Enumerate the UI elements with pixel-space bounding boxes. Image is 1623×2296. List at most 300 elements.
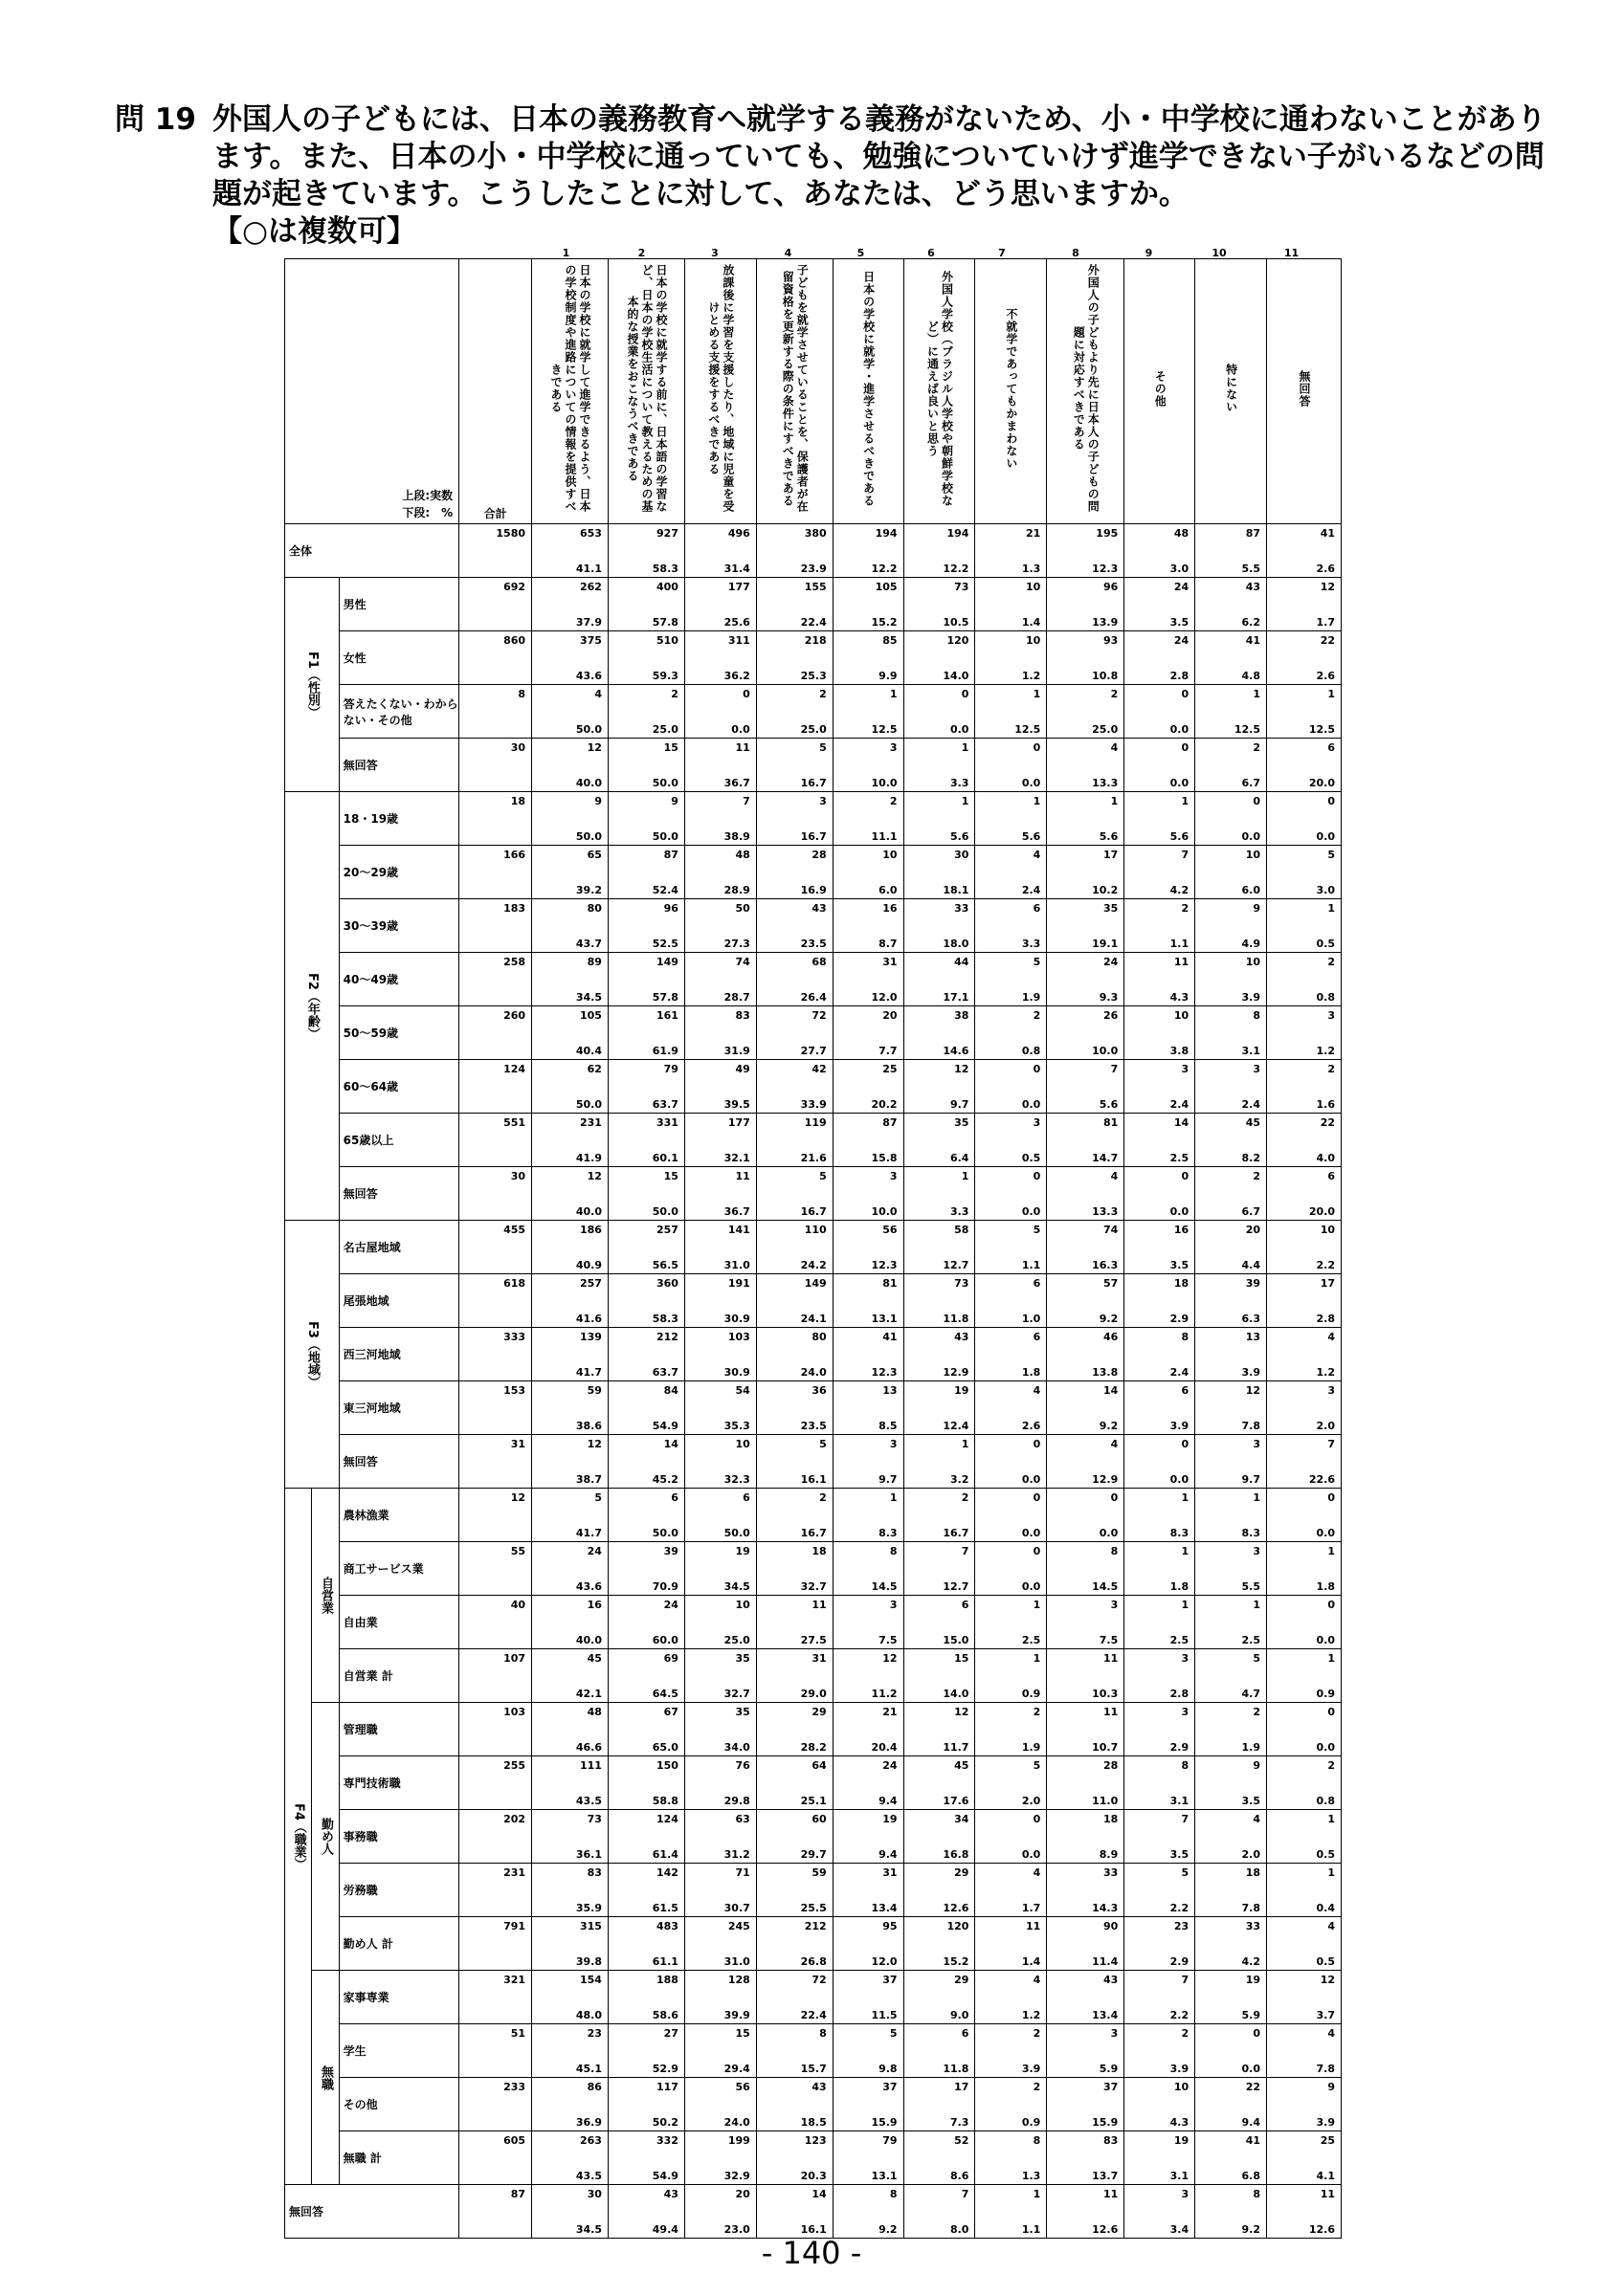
percent-cell: 3.4: [1124, 2212, 1195, 2239]
count-cell: 2: [1267, 1060, 1342, 1088]
count-cell: 177: [684, 1114, 756, 1141]
count-cell: 11: [684, 739, 756, 766]
count-cell: 10: [1124, 2078, 1195, 2106]
column-number: 4: [784, 247, 792, 259]
percent-cell: 1.1: [975, 1247, 1047, 1274]
percent-cell: 9.7: [833, 1462, 903, 1489]
count-cell: 12: [1267, 578, 1342, 606]
percent-cell: 12.7: [903, 1569, 975, 1596]
percent-cell: 32.7: [684, 1676, 756, 1703]
count-cell: 11: [1047, 2185, 1124, 2213]
count-cell: 5: [1124, 1864, 1195, 1891]
percent-cell: 4.2: [1124, 872, 1195, 899]
percent-cell: 50.0: [684, 1515, 756, 1542]
count-cell: 24: [608, 1596, 684, 1623]
row-total: 166: [459, 846, 532, 873]
column-number: 3: [711, 247, 719, 259]
row-label: その他: [339, 2078, 458, 2131]
column-header-text: 不就学であってもかまわない: [1004, 307, 1018, 470]
count-cell: 87: [1195, 524, 1267, 552]
column-header-text: その他: [1153, 369, 1167, 408]
count-cell: 54: [684, 1381, 756, 1409]
count-cell: 110: [756, 1221, 833, 1248]
percent-cell: 2.4: [1124, 1355, 1195, 1381]
percent-cell: 6.7: [1195, 1194, 1267, 1221]
percent-cell: 3.5: [1124, 605, 1195, 631]
percent-cell: 3.1: [1195, 1033, 1267, 1060]
percent-cell: 1.3: [975, 551, 1047, 578]
count-cell: 73: [903, 1274, 975, 1302]
row-label: 65歳以上: [339, 1114, 458, 1167]
percent-cell: 3.8: [1124, 1033, 1195, 1060]
percent-cell: 0.0: [1267, 819, 1342, 846]
percent-cell: 30.9: [684, 1355, 756, 1381]
percent-cell: 1.1: [975, 2212, 1047, 2239]
percent-cell: 6.2: [1195, 605, 1267, 631]
count-cell: 4: [1267, 1917, 1342, 1945]
count-cell: 20: [684, 2185, 756, 2213]
count-cell: 3: [1124, 2185, 1195, 2213]
count-cell: 15: [608, 739, 684, 766]
count-cell: 3: [1267, 1381, 1342, 1409]
percent-cell: 54.9: [608, 1408, 684, 1435]
percent-cell: 14.0: [903, 1676, 975, 1703]
count-cell: 3: [1124, 1060, 1195, 1088]
percent-cell: 4.2: [1195, 1944, 1267, 1971]
count-cell: 6: [975, 899, 1047, 927]
table-row: [285, 2185, 1342, 2213]
row-label: 40～49歳: [339, 953, 458, 1006]
percent-cell: 2.5: [1124, 1623, 1195, 1649]
row-total-percent: [459, 1515, 532, 1542]
count-cell: 1: [1124, 792, 1195, 820]
table-row: [285, 1810, 1342, 1838]
count-cell: 12: [903, 1703, 975, 1731]
count-cell: 1: [1047, 792, 1124, 820]
percent-cell: 32.7: [756, 1569, 833, 1596]
count-cell: 128: [684, 1971, 756, 1998]
percent-cell: 2.0: [1267, 1408, 1342, 1435]
count-cell: 212: [608, 1328, 684, 1356]
row-total-percent: [459, 1140, 532, 1167]
count-cell: 10: [975, 578, 1047, 606]
column-header-1: [532, 259, 609, 524]
group-label-text: F4（職業）: [291, 1802, 306, 1870]
row-total: 124: [459, 1060, 532, 1088]
percent-cell: 22.6: [1267, 1462, 1342, 1489]
count-cell: 4: [975, 1971, 1047, 1998]
percent-cell: 25.0: [608, 712, 684, 739]
percent-cell: 58.6: [608, 1998, 684, 2024]
count-cell: 16: [532, 1596, 609, 1623]
count-cell: 18: [1124, 1274, 1195, 1302]
percent-cell: 61.1: [608, 1944, 684, 1971]
count-cell: 1: [975, 2185, 1047, 2213]
percent-cell: 4.3: [1124, 2105, 1195, 2131]
table-row: [285, 792, 1342, 820]
corner-bottom-label: 下段: %: [402, 506, 454, 519]
percent-cell: 15.9: [833, 2105, 903, 2131]
percent-cell: 2.2: [1267, 1247, 1342, 1274]
row-label: 尾張地域: [339, 1274, 458, 1328]
percent-cell: 5.5: [1195, 1569, 1267, 1596]
percent-cell: 3.9: [1124, 1408, 1195, 1435]
row-label: 女性: [339, 631, 458, 685]
count-cell: 8: [1195, 2185, 1267, 2213]
count-cell: 6: [903, 2024, 975, 2052]
count-cell: 38: [903, 1006, 975, 1034]
percent-cell: 10.2: [1047, 872, 1124, 899]
count-cell: 50: [684, 899, 756, 927]
percent-cell: 16.1: [756, 1462, 833, 1489]
percent-cell: 7.8: [1195, 1890, 1267, 1917]
percent-cell: 6.8: [1195, 2158, 1267, 2185]
percent-cell: 10.0: [1047, 1033, 1124, 1060]
row-total: 31: [459, 1435, 532, 1463]
row-total: 12: [459, 1489, 532, 1516]
row-total: 231: [459, 1864, 532, 1891]
count-cell: 4: [1195, 1810, 1267, 1838]
count-cell: 0: [1195, 792, 1267, 820]
percent-cell: 12.6: [1267, 2212, 1342, 2239]
percent-cell: 1.6: [1267, 1087, 1342, 1114]
count-cell: 0: [1267, 1703, 1342, 1731]
percent-cell: 0.0: [1124, 1194, 1195, 1221]
count-cell: 62: [532, 1060, 609, 1088]
table-row: [285, 1435, 1342, 1463]
count-cell: 0: [1267, 792, 1342, 820]
count-cell: 35: [684, 1703, 756, 1731]
percent-cell: 29.7: [756, 1837, 833, 1864]
column-number: 9: [1145, 247, 1153, 259]
percent-cell: 10.3: [1047, 1676, 1124, 1703]
row-total: 30: [459, 1167, 532, 1195]
count-cell: 79: [833, 2131, 903, 2159]
percent-cell: 15.2: [833, 605, 903, 631]
count-cell: 63: [684, 1810, 756, 1838]
count-cell: 21: [975, 524, 1047, 552]
percent-cell: 12.3: [833, 1247, 903, 1274]
count-cell: 0: [975, 1542, 1047, 1570]
percent-cell: 22.4: [756, 1998, 833, 2024]
count-cell: 8: [833, 1542, 903, 1570]
count-cell: 35: [684, 1649, 756, 1677]
percent-cell: 25.6: [684, 605, 756, 631]
count-cell: 315: [532, 1917, 609, 1945]
count-cell: 2: [833, 792, 903, 820]
percent-cell: 3.5: [1124, 1837, 1195, 1864]
count-cell: 3: [756, 792, 833, 820]
percent-cell: 43.7: [532, 926, 609, 953]
count-cell: 5: [975, 1756, 1047, 1784]
count-cell: 80: [756, 1328, 833, 1356]
percent-cell: 2.9: [1124, 1301, 1195, 1328]
percent-cell: 0.0: [1267, 1623, 1342, 1649]
percent-cell: 12.4: [903, 1408, 975, 1435]
row-total: 40: [459, 1596, 532, 1623]
count-cell: 149: [756, 1274, 833, 1302]
count-cell: 1: [1124, 1489, 1195, 1516]
count-cell: 10: [684, 1596, 756, 1623]
percent-cell: 14.5: [1047, 1569, 1124, 1596]
percent-cell: 39.5: [684, 1087, 756, 1114]
count-cell: 41: [833, 1328, 903, 1356]
percent-cell: 12.9: [903, 1355, 975, 1381]
percent-cell: 5.5: [1195, 551, 1267, 578]
count-cell: 139: [532, 1328, 609, 1356]
count-cell: 12: [1267, 1971, 1342, 1998]
count-cell: 73: [532, 1810, 609, 1838]
count-cell: 48: [1124, 524, 1195, 552]
row-total: 551: [459, 1114, 532, 1141]
table-row: [285, 1381, 1342, 1409]
count-cell: 6: [975, 1274, 1047, 1302]
count-cell: 1: [903, 1167, 975, 1195]
percent-cell: 5.9: [1195, 1998, 1267, 2024]
column-header-10: [1195, 259, 1267, 524]
count-cell: 19: [684, 1542, 756, 1570]
percent-cell: 12.0: [833, 1944, 903, 1971]
row-total-percent: [459, 605, 532, 631]
percent-cell: 30.9: [684, 1301, 756, 1328]
percent-cell: 0.9: [1267, 1676, 1342, 1703]
count-cell: 39: [608, 1542, 684, 1570]
count-cell: 3: [1047, 2024, 1124, 2052]
count-cell: 199: [684, 2131, 756, 2159]
count-cell: 65: [532, 846, 609, 873]
count-cell: 3: [1124, 1703, 1195, 1731]
percent-cell: 17.1: [903, 980, 975, 1006]
percent-cell: 12.2: [903, 551, 975, 578]
percent-cell: 2.5: [1124, 1140, 1195, 1167]
count-cell: 3: [833, 1596, 903, 1623]
percent-cell: 0.0: [1124, 1462, 1195, 1489]
count-cell: 23: [532, 2024, 609, 2052]
percent-cell: 6.3: [1195, 1301, 1267, 1328]
count-cell: 0: [1124, 1167, 1195, 1195]
count-cell: 186: [532, 1221, 609, 1248]
count-cell: 30: [532, 2185, 609, 2213]
percent-cell: 52.4: [608, 872, 684, 899]
table-row: [285, 1756, 1342, 1784]
count-cell: 1: [1124, 1542, 1195, 1570]
count-cell: 59: [756, 1864, 833, 1891]
percent-cell: 10.0: [833, 1194, 903, 1221]
row-total: 153: [459, 1381, 532, 1409]
column-header-text: 外国人学校（ブラジル人学校や朝鮮学校など）に通えば良いと思う: [925, 270, 954, 507]
percent-cell: 12.0: [833, 980, 903, 1006]
count-cell: 73: [903, 578, 975, 606]
row-label: 18・19歳: [339, 792, 458, 846]
row-label: 専門技術職: [339, 1756, 458, 1810]
count-cell: 80: [532, 899, 609, 927]
count-cell: 11: [684, 1167, 756, 1195]
percent-cell: 25.1: [756, 1783, 833, 1810]
count-cell: 21: [833, 1703, 903, 1731]
percent-cell: 11.2: [833, 1676, 903, 1703]
count-cell: 22: [1267, 631, 1342, 659]
row-total: 258: [459, 953, 532, 981]
percent-cell: 29.8: [684, 1783, 756, 1810]
percent-cell: 18.0: [903, 926, 975, 953]
count-cell: 231: [532, 1114, 609, 1141]
percent-cell: 36.9: [532, 2105, 609, 2131]
count-cell: 46: [1047, 1328, 1124, 1356]
count-cell: 375: [532, 631, 609, 659]
table-row: [285, 2131, 1342, 2159]
percent-cell: 4.4: [1195, 1247, 1267, 1274]
count-cell: 2: [608, 685, 684, 713]
count-cell: 1: [1267, 1542, 1342, 1570]
count-cell: 194: [903, 524, 975, 552]
count-cell: 12: [532, 1167, 609, 1195]
row-total-percent: [459, 1087, 532, 1114]
percent-cell: 25.5: [756, 1890, 833, 1917]
count-cell: 33: [1195, 1917, 1267, 1945]
row-total-percent: [459, 872, 532, 899]
percent-cell: 12.5: [833, 712, 903, 739]
percent-cell: 39.8: [532, 1944, 609, 1971]
row-total: 202: [459, 1810, 532, 1838]
table-row: [285, 1917, 1342, 1945]
percent-cell: 35.3: [684, 1408, 756, 1435]
percent-cell: 8.3: [833, 1515, 903, 1542]
percent-cell: 8.0: [903, 2212, 975, 2239]
row-total-percent: [459, 1623, 532, 1649]
percent-cell: 38.6: [532, 1408, 609, 1435]
table-row: [285, 1649, 1342, 1677]
percent-cell: 4.0: [1267, 1140, 1342, 1167]
count-cell: 85: [833, 631, 903, 659]
percent-cell: 5.9: [1047, 2051, 1124, 2078]
count-cell: 2: [1195, 1167, 1267, 1195]
count-cell: 18: [1195, 1864, 1267, 1891]
percent-cell: 2.4: [1195, 1087, 1267, 1114]
count-cell: 34: [903, 1810, 975, 1838]
percent-cell: 32.1: [684, 1140, 756, 1167]
count-cell: 20: [833, 1006, 903, 1034]
percent-cell: 0.8: [1267, 1783, 1342, 1810]
count-cell: 68: [756, 953, 833, 981]
percent-cell: 20.0: [1267, 1194, 1342, 1221]
row-total: 333: [459, 1328, 532, 1356]
row-total-percent: [459, 765, 532, 792]
column-header-8: [1047, 259, 1124, 524]
row-total: 55: [459, 1542, 532, 1570]
percent-cell: 0.0: [975, 1462, 1047, 1489]
count-cell: 0: [975, 1435, 1047, 1463]
row-total: 605: [459, 2131, 532, 2159]
percent-cell: 12.3: [833, 1355, 903, 1381]
column-header-text: 子どもを就学させていることを、保護者が在留資格を更新する際の条件にすべきである: [781, 264, 810, 513]
percent-cell: 5.6: [1124, 819, 1195, 846]
count-cell: 5: [532, 1489, 609, 1516]
row-label: 60～64歳: [339, 1060, 458, 1114]
percent-cell: 41.7: [532, 1515, 609, 1542]
count-cell: 194: [833, 524, 903, 552]
percent-cell: 1.9: [1195, 1730, 1267, 1756]
percent-cell: 49.4: [608, 2212, 684, 2239]
count-cell: 510: [608, 631, 684, 659]
count-cell: 3: [833, 1167, 903, 1195]
count-cell: 12: [532, 739, 609, 766]
percent-cell: 0.5: [1267, 1944, 1342, 1971]
subgroup-label-text: 無職: [318, 2064, 333, 2090]
percent-cell: 2.8: [1124, 1676, 1195, 1703]
percent-cell: 0.0: [975, 1194, 1047, 1221]
count-cell: 45: [1195, 1114, 1267, 1141]
percent-cell: 6.0: [833, 872, 903, 899]
count-cell: 24: [1124, 578, 1195, 606]
percent-cell: 3.3: [903, 1194, 975, 1221]
row-total: 183: [459, 899, 532, 927]
percent-cell: 7.5: [1047, 1623, 1124, 1649]
row-label: 男性: [339, 578, 458, 631]
count-cell: 1: [903, 739, 975, 766]
row-total-percent: [459, 712, 532, 739]
percent-cell: 2.2: [1124, 1890, 1195, 1917]
count-cell: 31: [833, 953, 903, 981]
percent-cell: 61.5: [608, 1890, 684, 1917]
percent-cell: 3.9: [1124, 2051, 1195, 2078]
row-label: 西三河地域: [339, 1328, 458, 1381]
table-row: [285, 953, 1342, 981]
percent-cell: 12.5: [975, 712, 1047, 739]
percent-cell: 15.2: [903, 1944, 975, 1971]
table-row: [285, 1489, 1342, 1516]
column-number: 11: [1283, 247, 1300, 259]
count-cell: 10: [1195, 953, 1267, 981]
count-cell: 3: [1124, 1649, 1195, 1677]
row-total-percent: [459, 1355, 532, 1381]
percent-cell: 9.2: [1047, 1408, 1124, 1435]
count-cell: 71: [684, 1864, 756, 1891]
count-cell: 11: [1267, 2185, 1342, 2213]
count-cell: 11: [756, 1596, 833, 1623]
count-cell: 7: [1047, 1060, 1124, 1088]
percent-cell: 23.9: [756, 551, 833, 578]
percent-cell: 50.2: [608, 2105, 684, 2131]
count-cell: 29: [756, 1703, 833, 1731]
column-header-text: 日本の学校に就学する前に、日本語の学習など、日本の学校生活について教えるための基本的な授業をおこなうべきである: [625, 264, 668, 513]
count-cell: 149: [608, 953, 684, 981]
row-label: 無回答: [285, 2185, 459, 2239]
count-cell: 15: [608, 1167, 684, 1195]
percent-cell: 0.0: [1267, 1730, 1342, 1756]
percent-cell: 61.9: [608, 1033, 684, 1060]
percent-cell: 38.9: [684, 819, 756, 846]
count-cell: 4: [1047, 739, 1124, 766]
count-cell: 86: [532, 2078, 609, 2106]
row-total: 255: [459, 1756, 532, 1784]
percent-cell: 0.0: [1195, 2051, 1267, 2078]
percent-cell: 42.1: [532, 1676, 609, 1703]
percent-cell: 12.2: [833, 551, 903, 578]
percent-cell: 32.9: [684, 2158, 756, 2185]
percent-cell: 20.4: [833, 1730, 903, 1756]
percent-cell: 3.9: [1195, 1355, 1267, 1381]
percent-cell: 48.0: [532, 1998, 609, 2024]
count-cell: 56: [833, 1221, 903, 1248]
percent-cell: 30.7: [684, 1890, 756, 1917]
subgroup-label: [312, 1489, 339, 1703]
count-cell: 10: [684, 1435, 756, 1463]
percent-cell: 9.7: [1195, 1462, 1267, 1489]
count-cell: 117: [608, 2078, 684, 2106]
percent-cell: 12.7: [903, 1247, 975, 1274]
count-cell: 1: [1267, 1649, 1342, 1677]
percent-cell: 24.2: [756, 1247, 833, 1274]
